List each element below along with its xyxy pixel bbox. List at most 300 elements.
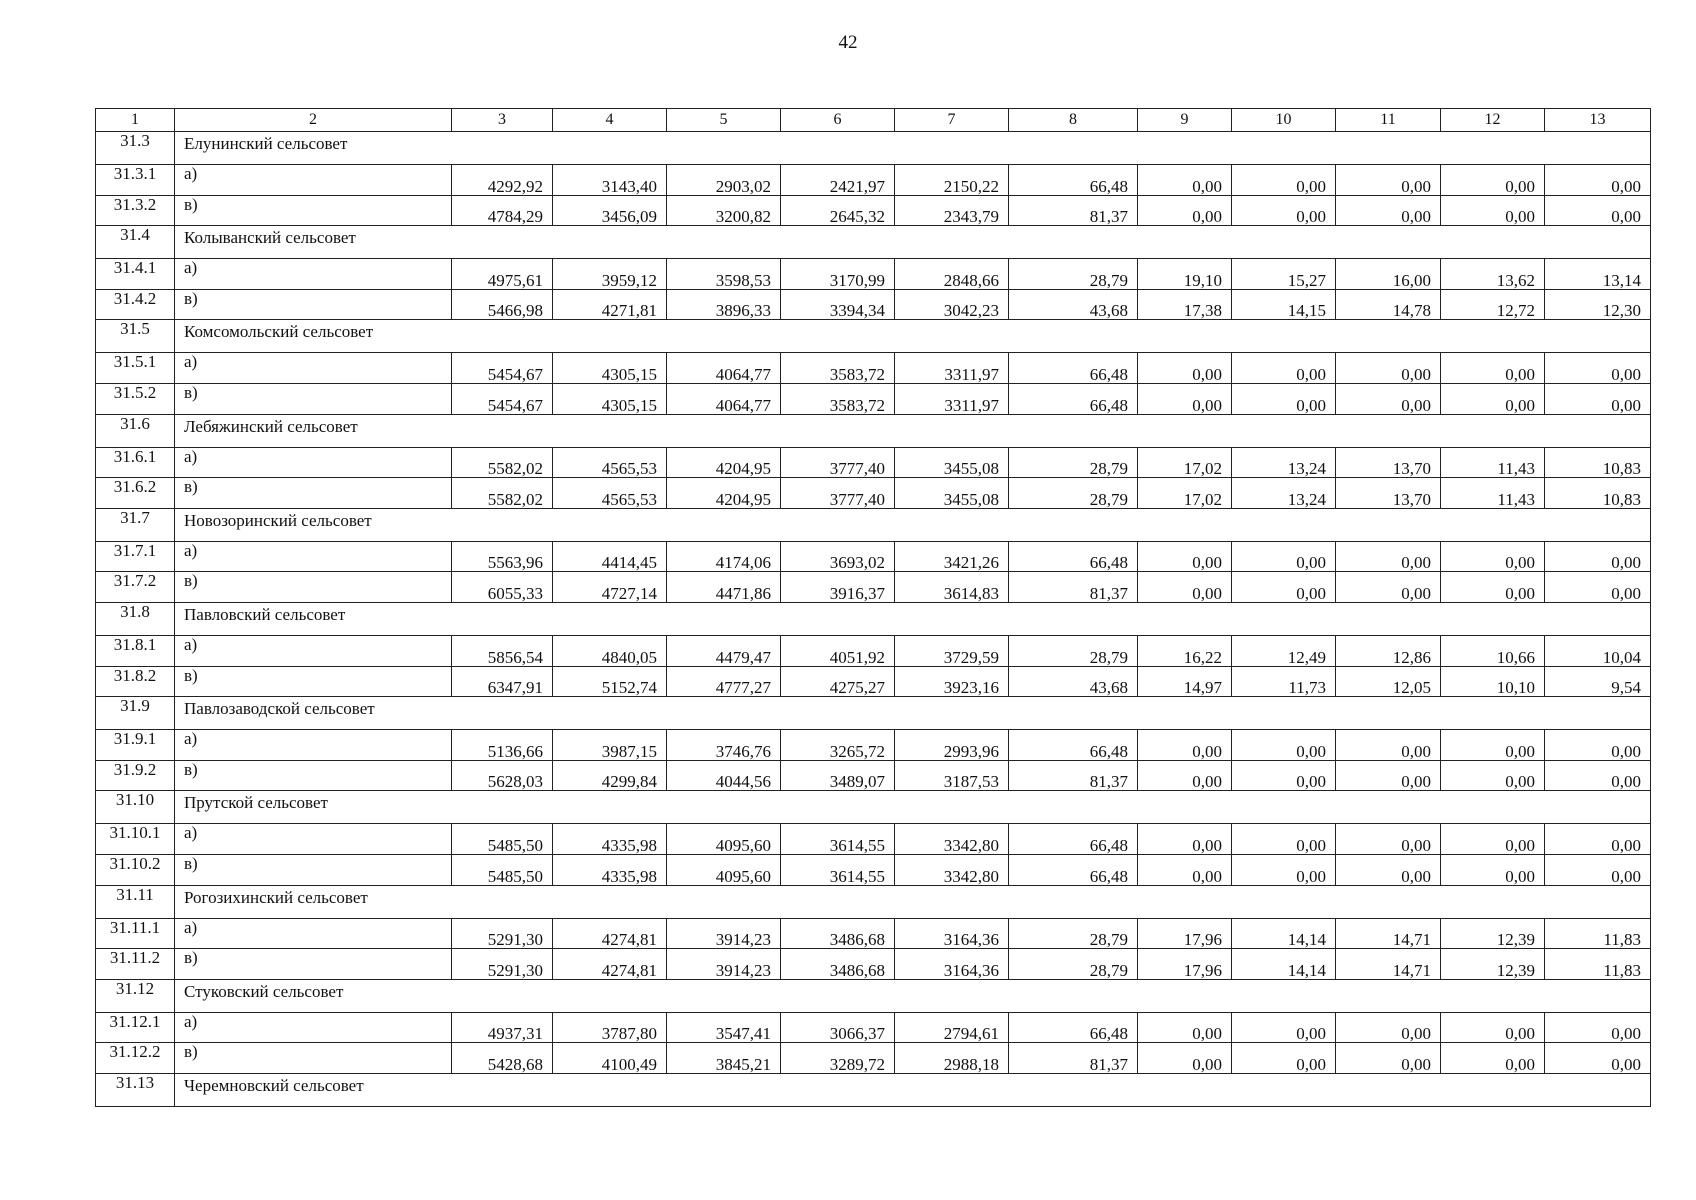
value-cell: 14,97 <box>1138 666 1232 697</box>
table-row <box>96 478 1651 509</box>
table-row <box>96 1012 1651 1043</box>
value-cell: 13,62 <box>1441 259 1545 290</box>
column-header: 1 <box>96 109 175 132</box>
value-cell: 14,14 <box>1232 918 1336 949</box>
value-cell: 0,00 <box>1545 854 1651 885</box>
value-cell: 13,24 <box>1232 478 1336 509</box>
value-cell: 3455,08 <box>895 478 1009 509</box>
value-cell: 14,71 <box>1336 949 1441 980</box>
table-row <box>96 289 1651 320</box>
value-cell: 10,10 <box>1441 666 1545 697</box>
value-cell: 3547,41 <box>667 1012 781 1043</box>
value-cell: 0,00 <box>1232 572 1336 603</box>
value-cell: 3342,80 <box>895 824 1009 855</box>
row-code: 31.11.2 <box>96 949 175 980</box>
group-name: Лебяжинский сельсовет <box>175 414 1651 447</box>
value-cell: 5485,50 <box>452 824 553 855</box>
value-cell: 4479,47 <box>667 635 781 666</box>
value-cell: 66,48 <box>1009 383 1138 414</box>
value-cell: 28,79 <box>1009 949 1138 980</box>
value-cell: 5152,74 <box>553 666 667 697</box>
value-cell: 4414,45 <box>553 541 667 572</box>
value-cell: 0,00 <box>1138 1043 1232 1074</box>
value-cell: 4100,49 <box>553 1043 667 1074</box>
value-cell: 11,83 <box>1545 918 1651 949</box>
value-cell: 3200,82 <box>667 195 781 226</box>
value-cell: 0,00 <box>1545 1043 1651 1074</box>
value-cell: 17,02 <box>1138 478 1232 509</box>
row-label: а) <box>175 635 452 666</box>
table-row <box>96 666 1651 697</box>
value-cell: 5428,68 <box>452 1043 553 1074</box>
row-label: в) <box>175 1043 452 1074</box>
value-cell: 66,48 <box>1009 353 1138 384</box>
group-name: Стуковский сельсовет <box>175 979 1651 1012</box>
value-cell: 81,37 <box>1009 195 1138 226</box>
group-row <box>96 885 1651 918</box>
table-row <box>96 572 1651 603</box>
column-header: 3 <box>452 109 553 132</box>
column-header: 10 <box>1232 109 1336 132</box>
row-code: 31.7.2 <box>96 572 175 603</box>
value-cell: 66,48 <box>1009 730 1138 761</box>
value-cell: 16,00 <box>1336 259 1441 290</box>
value-cell: 4840,05 <box>553 635 667 666</box>
row-label: в) <box>175 949 452 980</box>
value-cell: 0,00 <box>1441 854 1545 885</box>
group-name: Елунинский сельсовет <box>175 132 1651 165</box>
group-code: 31.12 <box>96 979 175 1012</box>
value-cell: 0,00 <box>1336 383 1441 414</box>
value-cell: 3486,68 <box>781 918 895 949</box>
value-cell: 3486,68 <box>781 949 895 980</box>
column-header: 4 <box>553 109 667 132</box>
value-cell: 3170,99 <box>781 259 895 290</box>
value-cell: 0,00 <box>1232 541 1336 572</box>
value-cell: 66,48 <box>1009 854 1138 885</box>
value-cell: 3311,97 <box>895 353 1009 384</box>
value-cell: 13,70 <box>1336 447 1441 478</box>
value-cell: 0,00 <box>1336 165 1441 196</box>
table-row <box>96 541 1651 572</box>
value-cell: 15,27 <box>1232 259 1336 290</box>
value-cell: 0,00 <box>1441 195 1545 226</box>
value-cell: 5454,67 <box>452 353 553 384</box>
value-cell: 0,00 <box>1138 572 1232 603</box>
column-header: 13 <box>1545 109 1651 132</box>
row-label: а) <box>175 541 452 572</box>
value-cell: 5136,66 <box>452 730 553 761</box>
value-cell: 2993,96 <box>895 730 1009 761</box>
row-code: 31.5.1 <box>96 353 175 384</box>
value-cell: 3777,40 <box>781 478 895 509</box>
table-row <box>96 854 1651 885</box>
table-row <box>96 824 1651 855</box>
value-cell: 0,00 <box>1138 195 1232 226</box>
value-cell: 0,00 <box>1232 730 1336 761</box>
value-cell: 11,43 <box>1441 478 1545 509</box>
row-label: а) <box>175 824 452 855</box>
value-cell: 0,00 <box>1441 572 1545 603</box>
row-code: 31.10.1 <box>96 824 175 855</box>
value-cell: 3289,72 <box>781 1043 895 1074</box>
table-row <box>96 447 1651 478</box>
group-row <box>96 602 1651 635</box>
value-cell: 28,79 <box>1009 447 1138 478</box>
value-cell: 0,00 <box>1545 1012 1651 1043</box>
table-row <box>96 353 1651 384</box>
value-cell: 2343,79 <box>895 195 1009 226</box>
row-code: 31.10.2 <box>96 854 175 885</box>
value-cell: 0,00 <box>1336 730 1441 761</box>
row-code: 31.11.1 <box>96 918 175 949</box>
value-cell: 5582,02 <box>452 478 553 509</box>
table-row <box>96 195 1651 226</box>
value-cell: 4095,60 <box>667 824 781 855</box>
value-cell: 28,79 <box>1009 635 1138 666</box>
group-code: 31.8 <box>96 602 175 635</box>
value-cell: 28,79 <box>1009 478 1138 509</box>
column-header: 8 <box>1009 109 1138 132</box>
value-cell: 5291,30 <box>452 918 553 949</box>
row-code: 31.4.1 <box>96 259 175 290</box>
row-code: 31.6.1 <box>96 447 175 478</box>
value-cell: 16,22 <box>1138 635 1232 666</box>
value-cell: 3959,12 <box>553 259 667 290</box>
value-cell: 4204,95 <box>667 478 781 509</box>
value-cell: 12,49 <box>1232 635 1336 666</box>
row-label: в) <box>175 289 452 320</box>
value-cell: 3164,36 <box>895 918 1009 949</box>
value-cell: 0,00 <box>1336 760 1441 791</box>
value-cell: 3923,16 <box>895 666 1009 697</box>
value-cell: 4565,53 <box>553 447 667 478</box>
value-cell: 13,14 <box>1545 259 1651 290</box>
row-code: 31.9.2 <box>96 760 175 791</box>
value-cell: 4274,81 <box>553 949 667 980</box>
value-cell: 2988,18 <box>895 1043 1009 1074</box>
value-cell: 66,48 <box>1009 824 1138 855</box>
value-cell: 0,00 <box>1138 824 1232 855</box>
value-cell: 4274,81 <box>553 918 667 949</box>
row-code: 31.8.2 <box>96 666 175 697</box>
row-label: в) <box>175 854 452 885</box>
value-cell: 0,00 <box>1441 541 1545 572</box>
row-code: 31.4.2 <box>96 289 175 320</box>
group-code: 31.9 <box>96 697 175 730</box>
value-cell: 0,00 <box>1138 353 1232 384</box>
value-cell: 0,00 <box>1232 353 1336 384</box>
value-cell: 3729,59 <box>895 635 1009 666</box>
value-cell: 2150,22 <box>895 165 1009 196</box>
group-row <box>96 1073 1651 1106</box>
row-label: а) <box>175 730 452 761</box>
value-cell: 4305,15 <box>553 353 667 384</box>
row-label: а) <box>175 353 452 384</box>
value-cell: 3583,72 <box>781 383 895 414</box>
value-cell: 6347,91 <box>452 666 553 697</box>
value-cell: 4299,84 <box>553 760 667 791</box>
value-cell: 13,70 <box>1336 478 1441 509</box>
value-cell: 10,83 <box>1545 447 1651 478</box>
group-row <box>96 132 1651 165</box>
value-cell: 0,00 <box>1138 730 1232 761</box>
table-row <box>96 1043 1651 1074</box>
value-cell: 3916,37 <box>781 572 895 603</box>
group-code: 31.5 <box>96 320 175 353</box>
row-code: 31.8.1 <box>96 635 175 666</box>
value-cell: 4335,98 <box>553 824 667 855</box>
row-code: 31.7.1 <box>96 541 175 572</box>
value-cell: 3455,08 <box>895 447 1009 478</box>
value-cell: 0,00 <box>1232 165 1336 196</box>
group-name: Прутской сельсовет <box>175 791 1651 824</box>
value-cell: 3777,40 <box>781 447 895 478</box>
value-cell: 0,00 <box>1232 1043 1336 1074</box>
row-code: 31.5.2 <box>96 383 175 414</box>
value-cell: 13,24 <box>1232 447 1336 478</box>
value-cell: 3311,97 <box>895 383 1009 414</box>
value-cell: 17,96 <box>1138 918 1232 949</box>
group-name: Колыванский сельсовет <box>175 226 1651 259</box>
value-cell: 0,00 <box>1441 1043 1545 1074</box>
value-cell: 81,37 <box>1009 1043 1138 1074</box>
group-row <box>96 320 1651 353</box>
value-cell: 3914,23 <box>667 918 781 949</box>
value-cell: 4335,98 <box>553 854 667 885</box>
value-cell: 17,96 <box>1138 949 1232 980</box>
value-cell: 3896,33 <box>667 289 781 320</box>
value-cell: 4777,27 <box>667 666 781 697</box>
group-row <box>96 414 1651 447</box>
value-cell: 0,00 <box>1545 760 1651 791</box>
value-cell: 0,00 <box>1441 1012 1545 1043</box>
value-cell: 5582,02 <box>452 447 553 478</box>
value-cell: 3693,02 <box>781 541 895 572</box>
value-cell: 14,71 <box>1336 918 1441 949</box>
value-cell: 0,00 <box>1138 1012 1232 1043</box>
value-cell: 2794,61 <box>895 1012 1009 1043</box>
value-cell: 19,10 <box>1138 259 1232 290</box>
value-cell: 0,00 <box>1336 572 1441 603</box>
row-label: а) <box>175 259 452 290</box>
value-cell: 4292,92 <box>452 165 553 196</box>
value-cell: 4204,95 <box>667 447 781 478</box>
row-label: а) <box>175 1012 452 1043</box>
row-label: в) <box>175 760 452 791</box>
value-cell: 0,00 <box>1336 1012 1441 1043</box>
table-row <box>96 760 1651 791</box>
value-cell: 3143,40 <box>553 165 667 196</box>
group-name: Рогозихинский сельсовет <box>175 885 1651 918</box>
group-row <box>96 226 1651 259</box>
value-cell: 3421,26 <box>895 541 1009 572</box>
row-code: 31.3.1 <box>96 165 175 196</box>
value-cell: 4275,27 <box>781 666 895 697</box>
group-row <box>96 508 1651 541</box>
value-cell: 0,00 <box>1336 541 1441 572</box>
value-cell: 3394,34 <box>781 289 895 320</box>
table-body <box>96 109 1651 1107</box>
row-label: в) <box>175 478 452 509</box>
column-header: 7 <box>895 109 1009 132</box>
value-cell: 3066,37 <box>781 1012 895 1043</box>
value-cell: 81,37 <box>1009 760 1138 791</box>
value-cell: 10,04 <box>1545 635 1651 666</box>
value-cell: 0,00 <box>1545 572 1651 603</box>
value-cell: 14,14 <box>1232 949 1336 980</box>
value-cell: 4174,06 <box>667 541 781 572</box>
column-header: 6 <box>781 109 895 132</box>
table-row <box>96 949 1651 980</box>
group-code: 31.3 <box>96 132 175 165</box>
row-code: 31.6.2 <box>96 478 175 509</box>
table-row <box>96 635 1651 666</box>
table-row <box>96 383 1651 414</box>
value-cell: 12,39 <box>1441 949 1545 980</box>
table-row <box>96 730 1651 761</box>
value-cell: 0,00 <box>1138 383 1232 414</box>
value-cell: 0,00 <box>1545 195 1651 226</box>
group-name: Павлозаводской сельсовет <box>175 697 1651 730</box>
value-cell: 0,00 <box>1336 854 1441 885</box>
value-cell: 3489,07 <box>781 760 895 791</box>
value-cell: 5466,98 <box>452 289 553 320</box>
column-header: 2 <box>175 109 452 132</box>
value-cell: 3614,55 <box>781 854 895 885</box>
value-cell: 0,00 <box>1441 165 1545 196</box>
column-header: 12 <box>1441 109 1545 132</box>
group-code: 31.4 <box>96 226 175 259</box>
value-cell: 43,68 <box>1009 289 1138 320</box>
value-cell: 4271,81 <box>553 289 667 320</box>
value-cell: 4727,14 <box>553 572 667 603</box>
value-cell: 0,00 <box>1138 854 1232 885</box>
value-cell: 5454,67 <box>452 383 553 414</box>
column-header-row <box>96 109 1651 132</box>
group-name: Новозоринский сельсовет <box>175 508 1651 541</box>
value-cell: 2421,97 <box>781 165 895 196</box>
value-cell: 0,00 <box>1336 195 1441 226</box>
value-cell: 4471,86 <box>667 572 781 603</box>
value-cell: 2645,32 <box>781 195 895 226</box>
value-cell: 11,73 <box>1232 666 1336 697</box>
value-cell: 10,66 <box>1441 635 1545 666</box>
value-cell: 28,79 <box>1009 259 1138 290</box>
value-cell: 12,30 <box>1545 289 1651 320</box>
value-cell: 0,00 <box>1336 1043 1441 1074</box>
value-cell: 6055,33 <box>452 572 553 603</box>
value-cell: 3456,09 <box>553 195 667 226</box>
row-code: 31.9.1 <box>96 730 175 761</box>
value-cell: 4937,31 <box>452 1012 553 1043</box>
group-row <box>96 697 1651 730</box>
column-header: 5 <box>667 109 781 132</box>
table-row <box>96 918 1651 949</box>
row-code: 31.12.2 <box>96 1043 175 1074</box>
value-cell: 4305,15 <box>553 383 667 414</box>
value-cell: 0,00 <box>1138 165 1232 196</box>
value-cell: 0,00 <box>1441 383 1545 414</box>
value-cell: 0,00 <box>1336 353 1441 384</box>
row-label: а) <box>175 918 452 949</box>
value-cell: 0,00 <box>1545 165 1651 196</box>
value-cell: 4095,60 <box>667 854 781 885</box>
row-label: в) <box>175 383 452 414</box>
value-cell: 0,00 <box>1232 824 1336 855</box>
table-row <box>96 259 1651 290</box>
group-row <box>96 791 1651 824</box>
value-cell: 43,68 <box>1009 666 1138 697</box>
column-header: 9 <box>1138 109 1232 132</box>
value-cell: 10,83 <box>1545 478 1651 509</box>
value-cell: 3598,53 <box>667 259 781 290</box>
value-cell: 0,00 <box>1232 383 1336 414</box>
value-cell: 11,83 <box>1545 949 1651 980</box>
value-cell: 3583,72 <box>781 353 895 384</box>
group-code: 31.7 <box>96 508 175 541</box>
value-cell: 17,38 <box>1138 289 1232 320</box>
value-cell: 4565,53 <box>553 478 667 509</box>
value-cell: 0,00 <box>1545 730 1651 761</box>
group-code: 31.13 <box>96 1073 175 1106</box>
group-name: Комсомольский сельсовет <box>175 320 1651 353</box>
group-name: Черемновский сельсовет <box>175 1073 1651 1106</box>
value-cell: 3987,15 <box>553 730 667 761</box>
value-cell: 0,00 <box>1232 195 1336 226</box>
value-cell: 0,00 <box>1138 541 1232 572</box>
value-cell: 4784,29 <box>452 195 553 226</box>
group-code: 31.11 <box>96 885 175 918</box>
row-label: а) <box>175 165 452 196</box>
value-cell: 4975,61 <box>452 259 553 290</box>
value-cell: 0,00 <box>1441 824 1545 855</box>
value-cell: 12,72 <box>1441 289 1545 320</box>
value-cell: 0,00 <box>1232 760 1336 791</box>
value-cell: 14,78 <box>1336 289 1441 320</box>
group-code: 31.6 <box>96 414 175 447</box>
value-cell: 2848,66 <box>895 259 1009 290</box>
value-cell: 0,00 <box>1138 760 1232 791</box>
value-cell: 0,00 <box>1336 824 1441 855</box>
value-cell: 4044,56 <box>667 760 781 791</box>
value-cell: 0,00 <box>1441 760 1545 791</box>
group-name: Павловский сельсовет <box>175 602 1651 635</box>
group-row <box>96 979 1651 1012</box>
tariff-table <box>95 108 1651 1107</box>
value-cell: 3187,53 <box>895 760 1009 791</box>
value-cell: 0,00 <box>1545 541 1651 572</box>
value-cell: 0,00 <box>1441 730 1545 761</box>
value-cell: 4064,77 <box>667 383 781 414</box>
row-code: 31.3.2 <box>96 195 175 226</box>
value-cell: 3614,55 <box>781 824 895 855</box>
row-label: в) <box>175 195 452 226</box>
row-code: 31.12.1 <box>96 1012 175 1043</box>
value-cell: 12,86 <box>1336 635 1441 666</box>
value-cell: 0,00 <box>1545 824 1651 855</box>
value-cell: 3845,21 <box>667 1043 781 1074</box>
value-cell: 0,00 <box>1545 353 1651 384</box>
value-cell: 3342,80 <box>895 854 1009 885</box>
value-cell: 4064,77 <box>667 353 781 384</box>
row-label: в) <box>175 572 452 603</box>
value-cell: 12,05 <box>1336 666 1441 697</box>
row-label: в) <box>175 666 452 697</box>
value-cell: 3164,36 <box>895 949 1009 980</box>
value-cell: 12,39 <box>1441 918 1545 949</box>
value-cell: 0,00 <box>1545 383 1651 414</box>
